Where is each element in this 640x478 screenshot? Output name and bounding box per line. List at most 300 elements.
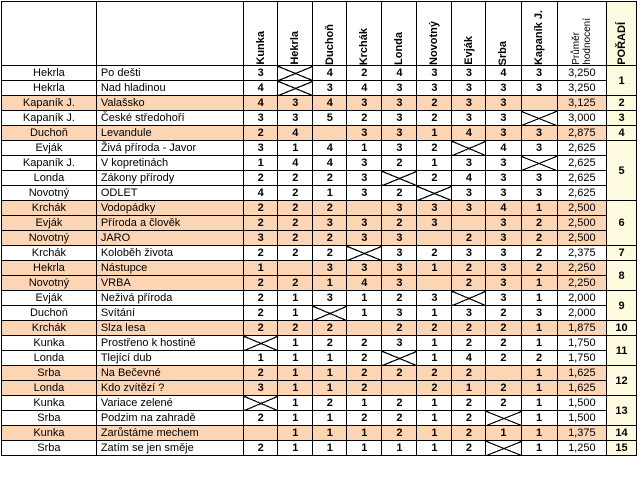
score-cell: 2	[347, 381, 382, 396]
score-cell: 4	[278, 156, 313, 171]
rank-cell: 8	[607, 261, 637, 291]
average-label-line2: hodnocení	[581, 18, 593, 65]
self-vote-cross-cell	[244, 396, 278, 411]
score-cell: 3	[452, 96, 486, 111]
score-cell: 1	[417, 426, 452, 441]
score-cell: 1	[278, 381, 313, 396]
rank-cell: 5	[607, 141, 637, 201]
score-cell: 1	[313, 381, 347, 396]
score-cell: 3	[347, 231, 382, 246]
score-cell: 3	[486, 261, 521, 276]
average-cell: 2,625	[557, 171, 606, 186]
table-row	[2, 351, 637, 366]
score-cell: 3	[486, 171, 521, 186]
judge-name: Kapaník J.	[533, 9, 546, 65]
rank-cell: 15	[607, 441, 637, 456]
author-cell: Evják	[2, 291, 97, 306]
score-cell: 1	[347, 291, 382, 306]
score-cell: 4	[452, 351, 486, 366]
score-cell: 1	[417, 396, 452, 411]
score-cell: 1	[382, 441, 417, 456]
average-cell: 1,750	[557, 336, 606, 351]
score-cell: 2	[417, 96, 452, 111]
score-cell: 3	[244, 111, 278, 126]
average-header	[557, 2, 606, 66]
judge-name: Duchoň	[323, 24, 336, 65]
author-cell: Hekrla	[2, 81, 97, 96]
average-cell: 1,500	[557, 396, 606, 411]
table-body	[2, 66, 637, 456]
score-cell: 3	[452, 81, 486, 96]
photo-title-cell: VRBA	[96, 276, 243, 291]
average-cell: 2,000	[557, 291, 606, 306]
score-cell: 3	[382, 141, 417, 156]
score-cell: 2	[347, 366, 382, 381]
author-cell: Novotný	[2, 186, 97, 201]
self-vote-cross-cell	[347, 246, 382, 261]
score-cell: 3	[347, 261, 382, 276]
score-cell: 1	[347, 306, 382, 321]
score-cell: 2	[452, 411, 486, 426]
score-cell: 1	[417, 351, 452, 366]
score-cell: 1	[313, 366, 347, 381]
score-cell: 3	[382, 261, 417, 276]
score-cell: 2	[244, 246, 278, 261]
score-cell: 3	[347, 186, 382, 201]
score-cell: 2	[313, 396, 347, 411]
score-cell: 2	[382, 216, 417, 231]
score-cell: 1	[278, 366, 313, 381]
score-cell: 2	[347, 351, 382, 366]
self-vote-cross-cell	[382, 381, 417, 396]
score-cell: 1	[313, 276, 347, 291]
score-cell: 4	[313, 66, 347, 81]
author-cell: Hekrla	[2, 261, 97, 276]
score-cell: 3	[486, 276, 521, 291]
rank-cell: 11	[607, 336, 637, 366]
self-vote-cross-cell	[452, 216, 486, 231]
table-row	[2, 201, 637, 216]
table-row	[2, 186, 637, 201]
score-cell: 2	[382, 321, 417, 336]
average-cell: 2,500	[557, 231, 606, 246]
self-vote-cross-cell	[417, 186, 452, 201]
average-cell: 3,250	[557, 81, 606, 96]
score-cell: 3	[521, 126, 557, 141]
table-row	[2, 336, 637, 351]
score-cell: 1	[417, 306, 452, 321]
table-row	[2, 141, 637, 156]
author-cell: Novotný	[2, 231, 97, 246]
score-cell: 2	[313, 336, 347, 351]
score-cell: 2	[278, 321, 313, 336]
score-cell: 2	[521, 246, 557, 261]
score-cell: 3	[347, 126, 382, 141]
photo-title-cell: Kdo zvítězí ?	[96, 381, 243, 396]
score-cell: 2	[347, 111, 382, 126]
table-row	[2, 381, 637, 396]
score-cell: 1	[521, 441, 557, 456]
photo-title-cell: Nástupce	[96, 261, 243, 276]
average-cell: 3,000	[557, 111, 606, 126]
score-cell: 1	[278, 426, 313, 441]
score-cell: 4	[244, 81, 278, 96]
score-cell: 2	[347, 336, 382, 351]
score-cell: 3	[486, 156, 521, 171]
author-cell: Srba	[2, 411, 97, 426]
author-cell: Kapaník J.	[2, 156, 97, 171]
header-title-blank	[96, 2, 243, 66]
score-cell: 1	[486, 426, 521, 441]
rank-cell: 9	[607, 291, 637, 321]
score-cell: 2	[486, 321, 521, 336]
score-cell: 3	[347, 216, 382, 231]
self-vote-cross-cell	[452, 141, 486, 156]
score-cell: 3	[382, 111, 417, 126]
author-cell: Kapaník J.	[2, 111, 97, 126]
table-row	[2, 411, 637, 426]
table-row	[2, 396, 637, 411]
score-cell: 2	[417, 366, 452, 381]
score-cell: 3	[452, 66, 486, 81]
rank-cell: 4	[607, 126, 637, 141]
score-cell: 3	[486, 126, 521, 141]
score-cell: 2	[313, 321, 347, 336]
score-cell: 2	[313, 231, 347, 246]
score-cell: 3	[452, 111, 486, 126]
score-cell: 2	[278, 201, 313, 216]
score-cell: 1	[417, 336, 452, 351]
judge-header	[347, 2, 382, 66]
table-row	[2, 126, 637, 141]
self-vote-cross-cell	[347, 321, 382, 336]
score-cell: 3	[278, 111, 313, 126]
score-cell: 3	[313, 291, 347, 306]
average-cell: 2,625	[557, 141, 606, 156]
judge-name: Srba	[497, 40, 510, 65]
score-cell: 3	[382, 201, 417, 216]
score-cell: 3	[452, 246, 486, 261]
score-cell: 1	[244, 156, 278, 171]
table-row	[2, 216, 637, 231]
score-cell: 1	[278, 291, 313, 306]
score-cell: 4	[313, 141, 347, 156]
self-vote-cross-cell	[278, 66, 313, 81]
self-vote-cross-cell	[313, 126, 347, 141]
score-cell: 3	[244, 66, 278, 81]
score-cell: 3	[313, 216, 347, 231]
rank-cell: 2	[607, 96, 637, 111]
self-vote-cross-cell	[486, 441, 521, 456]
photo-title-cell: Valašsko	[96, 96, 243, 111]
score-cell: 2	[278, 216, 313, 231]
rating-table	[1, 1, 637, 456]
score-cell: 2	[452, 231, 486, 246]
score-cell: 2	[278, 171, 313, 186]
author-cell: Srba	[2, 441, 97, 456]
rank-cell: 13	[607, 396, 637, 426]
score-cell: 3	[382, 81, 417, 96]
score-cell: 4	[486, 66, 521, 81]
judge-header	[244, 2, 278, 66]
rank-header	[607, 2, 637, 66]
photo-title-cell: Po dešti	[96, 66, 243, 81]
score-cell: 3	[244, 381, 278, 396]
photo-title-cell: Zatím se jen směje	[96, 441, 243, 456]
score-cell: 2	[486, 351, 521, 366]
table-row	[2, 231, 637, 246]
score-cell: 3	[486, 216, 521, 231]
score-cell: 2	[278, 246, 313, 261]
average-cell: 2,500	[557, 201, 606, 216]
score-cell: 2	[521, 261, 557, 276]
author-cell: Novotný	[2, 276, 97, 291]
score-cell: 4	[347, 81, 382, 96]
score-cell: 1	[417, 411, 452, 426]
score-cell: 3	[244, 141, 278, 156]
score-cell: 3	[452, 186, 486, 201]
score-cell: 4	[244, 186, 278, 201]
score-cell: 2	[521, 231, 557, 246]
score-cell: 2	[244, 216, 278, 231]
rank-cell: 12	[607, 366, 637, 396]
score-cell: 4	[452, 126, 486, 141]
score-cell: 2	[521, 351, 557, 366]
score-cell: 1	[278, 396, 313, 411]
score-cell: 4	[278, 126, 313, 141]
score-cell: 2	[417, 171, 452, 186]
score-cell: 2	[452, 396, 486, 411]
average-label-line1: Průměr	[570, 32, 582, 65]
author-cell: Kapaník J.	[2, 96, 97, 111]
score-cell: 1	[521, 201, 557, 216]
average-cell: 2,625	[557, 186, 606, 201]
average-cell: 1,250	[557, 441, 606, 456]
score-cell: 1	[521, 336, 557, 351]
author-cell: Srba	[2, 366, 97, 381]
score-cell: 4	[244, 96, 278, 111]
score-cell: 2	[452, 336, 486, 351]
score-cell: 1	[417, 126, 452, 141]
score-cell: 2	[452, 321, 486, 336]
score-cell: 3	[486, 96, 521, 111]
score-cell: 2	[244, 291, 278, 306]
score-cell: 1	[278, 411, 313, 426]
score-cell: 1	[313, 351, 347, 366]
score-cell: 1	[244, 261, 278, 276]
score-cell: 2	[521, 216, 557, 231]
score-cell: 3	[521, 141, 557, 156]
score-cell: 2	[452, 276, 486, 291]
score-cell: 3	[486, 186, 521, 201]
score-cell: 1	[278, 441, 313, 456]
table-row	[2, 441, 637, 456]
self-vote-cross-cell	[244, 336, 278, 351]
rank-cell: 1	[607, 66, 637, 96]
score-cell: 2	[417, 141, 452, 156]
score-cell: 1	[278, 306, 313, 321]
photo-title-cell: V kopretinách	[96, 156, 243, 171]
judge-header	[278, 2, 313, 66]
rank-cell: 6	[607, 201, 637, 246]
header-author-blank	[2, 2, 97, 66]
average-cell: 2,625	[557, 156, 606, 171]
score-cell: 2	[244, 306, 278, 321]
score-cell: 3	[347, 96, 382, 111]
author-cell: Krchák	[2, 246, 97, 261]
judge-header	[486, 2, 521, 66]
score-cell: 1	[244, 351, 278, 366]
score-cell: 1	[521, 426, 557, 441]
author-cell: Londa	[2, 171, 97, 186]
score-cell: 1	[452, 381, 486, 396]
photo-title-cell: Levandule	[96, 126, 243, 141]
score-cell: 1	[313, 411, 347, 426]
score-cell: 4	[313, 156, 347, 171]
score-cell: 2	[244, 321, 278, 336]
score-cell: 1	[313, 441, 347, 456]
score-cell: 2	[382, 156, 417, 171]
score-cell: 3	[278, 96, 313, 111]
score-cell: 1	[278, 141, 313, 156]
score-cell: 1	[417, 261, 452, 276]
average-cell: 1,375	[557, 426, 606, 441]
score-cell: 3	[417, 66, 452, 81]
score-cell: 2	[452, 261, 486, 276]
score-cell: 3	[486, 246, 521, 261]
score-cell: 3	[521, 186, 557, 201]
table-row	[2, 111, 637, 126]
average-cell: 2,875	[557, 126, 606, 141]
rank-cell: 10	[607, 321, 637, 336]
score-cell: 3	[347, 156, 382, 171]
self-vote-cross-cell	[486, 411, 521, 426]
table-row	[2, 291, 637, 306]
author-cell: Evják	[2, 216, 97, 231]
score-cell: 2	[486, 396, 521, 411]
score-cell: 1	[313, 426, 347, 441]
score-cell: 1	[417, 441, 452, 456]
average-cell: 1,500	[557, 411, 606, 426]
author-cell: Krchák	[2, 201, 97, 216]
average-cell: 1,625	[557, 366, 606, 381]
judge-header	[521, 2, 557, 66]
table-row	[2, 246, 637, 261]
score-cell: 2	[382, 186, 417, 201]
score-cell: 2	[382, 291, 417, 306]
author-cell: Duchoň	[2, 306, 97, 321]
score-cell: 2	[452, 426, 486, 441]
photo-title-cell: Svítání	[96, 306, 243, 321]
photo-title-cell: Prostřeno k hostině	[96, 336, 243, 351]
photo-title-cell: Slza lesa	[96, 321, 243, 336]
score-cell: 1	[521, 276, 557, 291]
average-cell: 1,875	[557, 321, 606, 336]
average-cell: 2,250	[557, 261, 606, 276]
score-cell: 2	[452, 366, 486, 381]
judge-header	[417, 2, 452, 66]
table-row	[2, 81, 637, 96]
score-cell: 1	[347, 141, 382, 156]
rank-cell: 14	[607, 426, 637, 441]
score-cell: 2	[244, 171, 278, 186]
score-cell: 3	[521, 171, 557, 186]
score-cell: 2	[452, 441, 486, 456]
self-vote-cross-cell	[417, 231, 452, 246]
score-cell: 3	[486, 291, 521, 306]
score-cell: 1	[278, 336, 313, 351]
score-cell: 2	[244, 366, 278, 381]
score-cell: 5	[313, 111, 347, 126]
self-vote-cross-cell	[521, 156, 557, 171]
average-cell: 2,500	[557, 216, 606, 231]
score-cell: 3	[521, 81, 557, 96]
score-cell: 2	[382, 366, 417, 381]
author-cell: Kunka	[2, 426, 97, 441]
rank-label: POŘADÍ	[615, 22, 628, 65]
score-cell: 1	[347, 441, 382, 456]
score-cell: 3	[382, 246, 417, 261]
score-cell: 3	[417, 81, 452, 96]
judge-header	[452, 2, 486, 66]
score-cell: 3	[417, 291, 452, 306]
self-vote-cross-cell	[521, 96, 557, 111]
score-cell: 3	[486, 111, 521, 126]
photo-title-cell: Zákony přírody	[96, 171, 243, 186]
score-cell: 2	[244, 126, 278, 141]
author-cell: Kunka	[2, 336, 97, 351]
score-cell: 3	[417, 216, 452, 231]
photo-title-cell: Podzim na zahradě	[96, 411, 243, 426]
score-cell: 3	[382, 276, 417, 291]
self-vote-cross-cell	[382, 351, 417, 366]
score-cell: 2	[278, 276, 313, 291]
score-cell: 3	[382, 126, 417, 141]
score-cell: 1	[521, 396, 557, 411]
photo-title-cell: Tlející dub	[96, 351, 243, 366]
table-row	[2, 426, 637, 441]
score-cell: 3	[521, 66, 557, 81]
score-cell: 3	[244, 231, 278, 246]
self-vote-cross-cell	[417, 276, 452, 291]
score-cell: 2	[486, 336, 521, 351]
judge-name: Novotný	[428, 21, 441, 65]
score-cell: 2	[486, 381, 521, 396]
self-vote-cross-cell	[244, 426, 278, 441]
table-row	[2, 261, 637, 276]
average-cell: 2,000	[557, 306, 606, 321]
score-cell: 3	[382, 336, 417, 351]
score-cell: 2	[417, 246, 452, 261]
photo-title-cell: JARO	[96, 231, 243, 246]
judge-name: Krchák	[358, 27, 371, 65]
score-cell: 4	[486, 201, 521, 216]
score-cell: 2	[244, 201, 278, 216]
author-cell: Londa	[2, 351, 97, 366]
self-vote-cross-cell	[278, 261, 313, 276]
score-cell: 3	[486, 231, 521, 246]
score-cell: 2	[382, 426, 417, 441]
table-row	[2, 366, 637, 381]
score-cell: 2	[417, 111, 452, 126]
score-cell: 3	[452, 156, 486, 171]
score-cell: 3	[452, 201, 486, 216]
judge-name: Londa	[393, 32, 406, 65]
judge-header	[313, 2, 347, 66]
photo-title-cell: Koloběh života	[96, 246, 243, 261]
score-cell: 1	[347, 426, 382, 441]
average-cell: 3,125	[557, 96, 606, 111]
